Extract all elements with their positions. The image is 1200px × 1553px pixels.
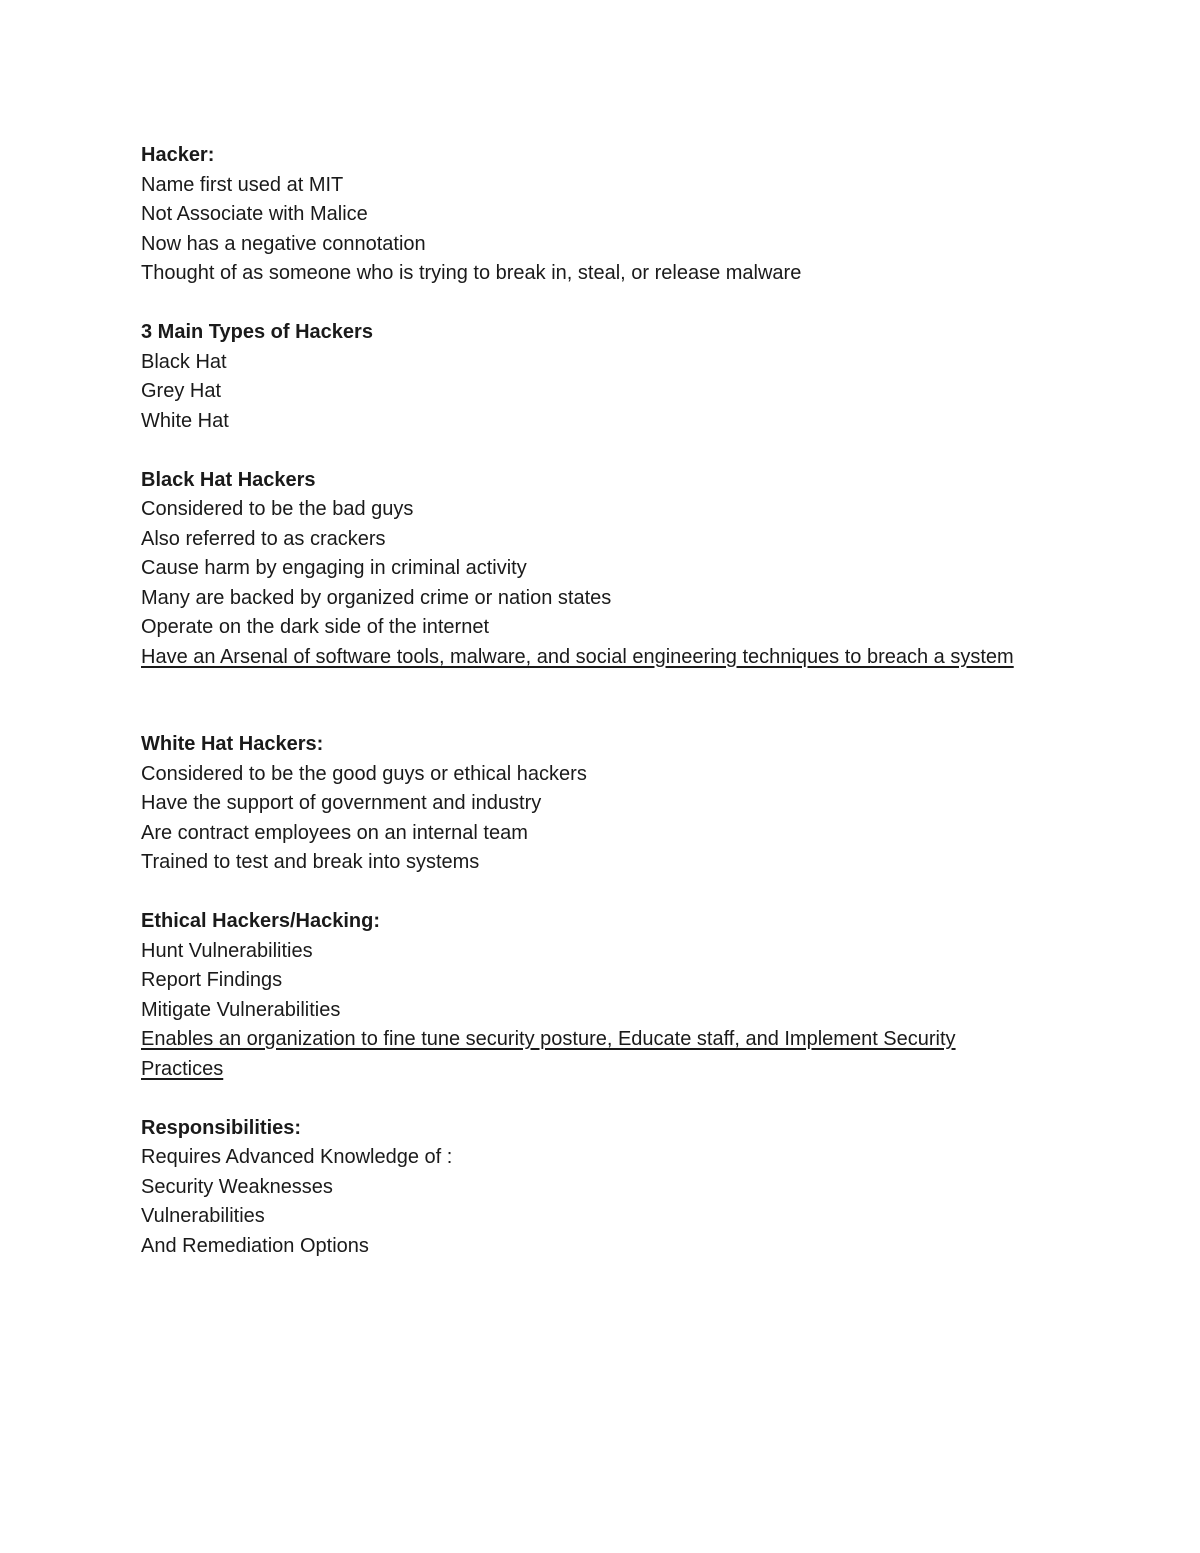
list-item: And Remediation Options	[141, 1234, 369, 1257]
list-item: Also referred to as crackers	[141, 527, 386, 550]
document-page	[141, 141, 1041, 1261]
list-item: Now has a negative connotation	[141, 232, 426, 255]
list-item: Black Hat	[141, 350, 227, 373]
section-heading: Ethical Hackers/Hacking:	[141, 910, 380, 932]
list-item: Security Weaknesses	[141, 1175, 333, 1198]
list-item: Mitigate Vulnerabilities	[141, 998, 341, 1021]
section-heading: Black Hat Hackers	[141, 468, 316, 491]
section-heading: Responsibilities:	[141, 1116, 302, 1139]
list-item: White Hat	[141, 409, 229, 432]
list-item: Cause harm by engaging in criminal activity	[141, 557, 527, 579]
section-heading: Hacker:	[141, 144, 215, 166]
underlined-list-item: Have an Arsenal of software tools, malware, and social engineering techniques to breach a system	[141, 645, 1014, 668]
underlined-list-item: Enables an organization to fine tune security posture, Educate staff, and Implement Security Practices	[141, 1028, 956, 1080]
spacer	[141, 436, 1041, 466]
spacer	[141, 1084, 1041, 1114]
section-heading: White Hat Hackers:	[141, 733, 324, 755]
list-item: Have the support of government and industry	[141, 792, 542, 814]
section-ethical-hacking	[141, 907, 1041, 1084]
list-item: Report Findings	[141, 969, 283, 991]
list-item: Grey Hat	[141, 380, 222, 402]
spacer	[141, 878, 1041, 908]
list-item: Many are backed by organized crime or nation states	[141, 586, 612, 609]
list-item: Requires Advanced Knowledge of :	[141, 1146, 453, 1168]
list-item: Name first used at MIT	[141, 173, 344, 196]
list-item: Are contract employees on an internal team	[141, 821, 528, 844]
list-item: Hunt Vulnerabilities	[141, 939, 313, 962]
list-item: Trained to test and break into systems	[141, 851, 480, 873]
spacer	[141, 672, 1041, 730]
section-responsibilities	[141, 1114, 1041, 1262]
list-item: Considered to be the bad guys	[141, 498, 414, 520]
section-hacker	[141, 141, 1041, 289]
section-heading: 3 Main Types of Hackers	[141, 321, 373, 343]
list-item: Not Associate with Malice	[141, 203, 368, 225]
spacer	[141, 289, 1041, 319]
list-item: Vulnerabilities	[141, 1205, 265, 1227]
section-main-types	[141, 318, 1041, 436]
list-item: Thought of as someone who is trying to break in, steal, or release malware	[141, 262, 802, 284]
section-white-hat	[141, 730, 1041, 878]
list-item: Considered to be the good guys or ethical hackers	[141, 762, 587, 785]
list-item: Operate on the dark side of the internet	[141, 616, 489, 638]
section-black-hat	[141, 466, 1041, 673]
